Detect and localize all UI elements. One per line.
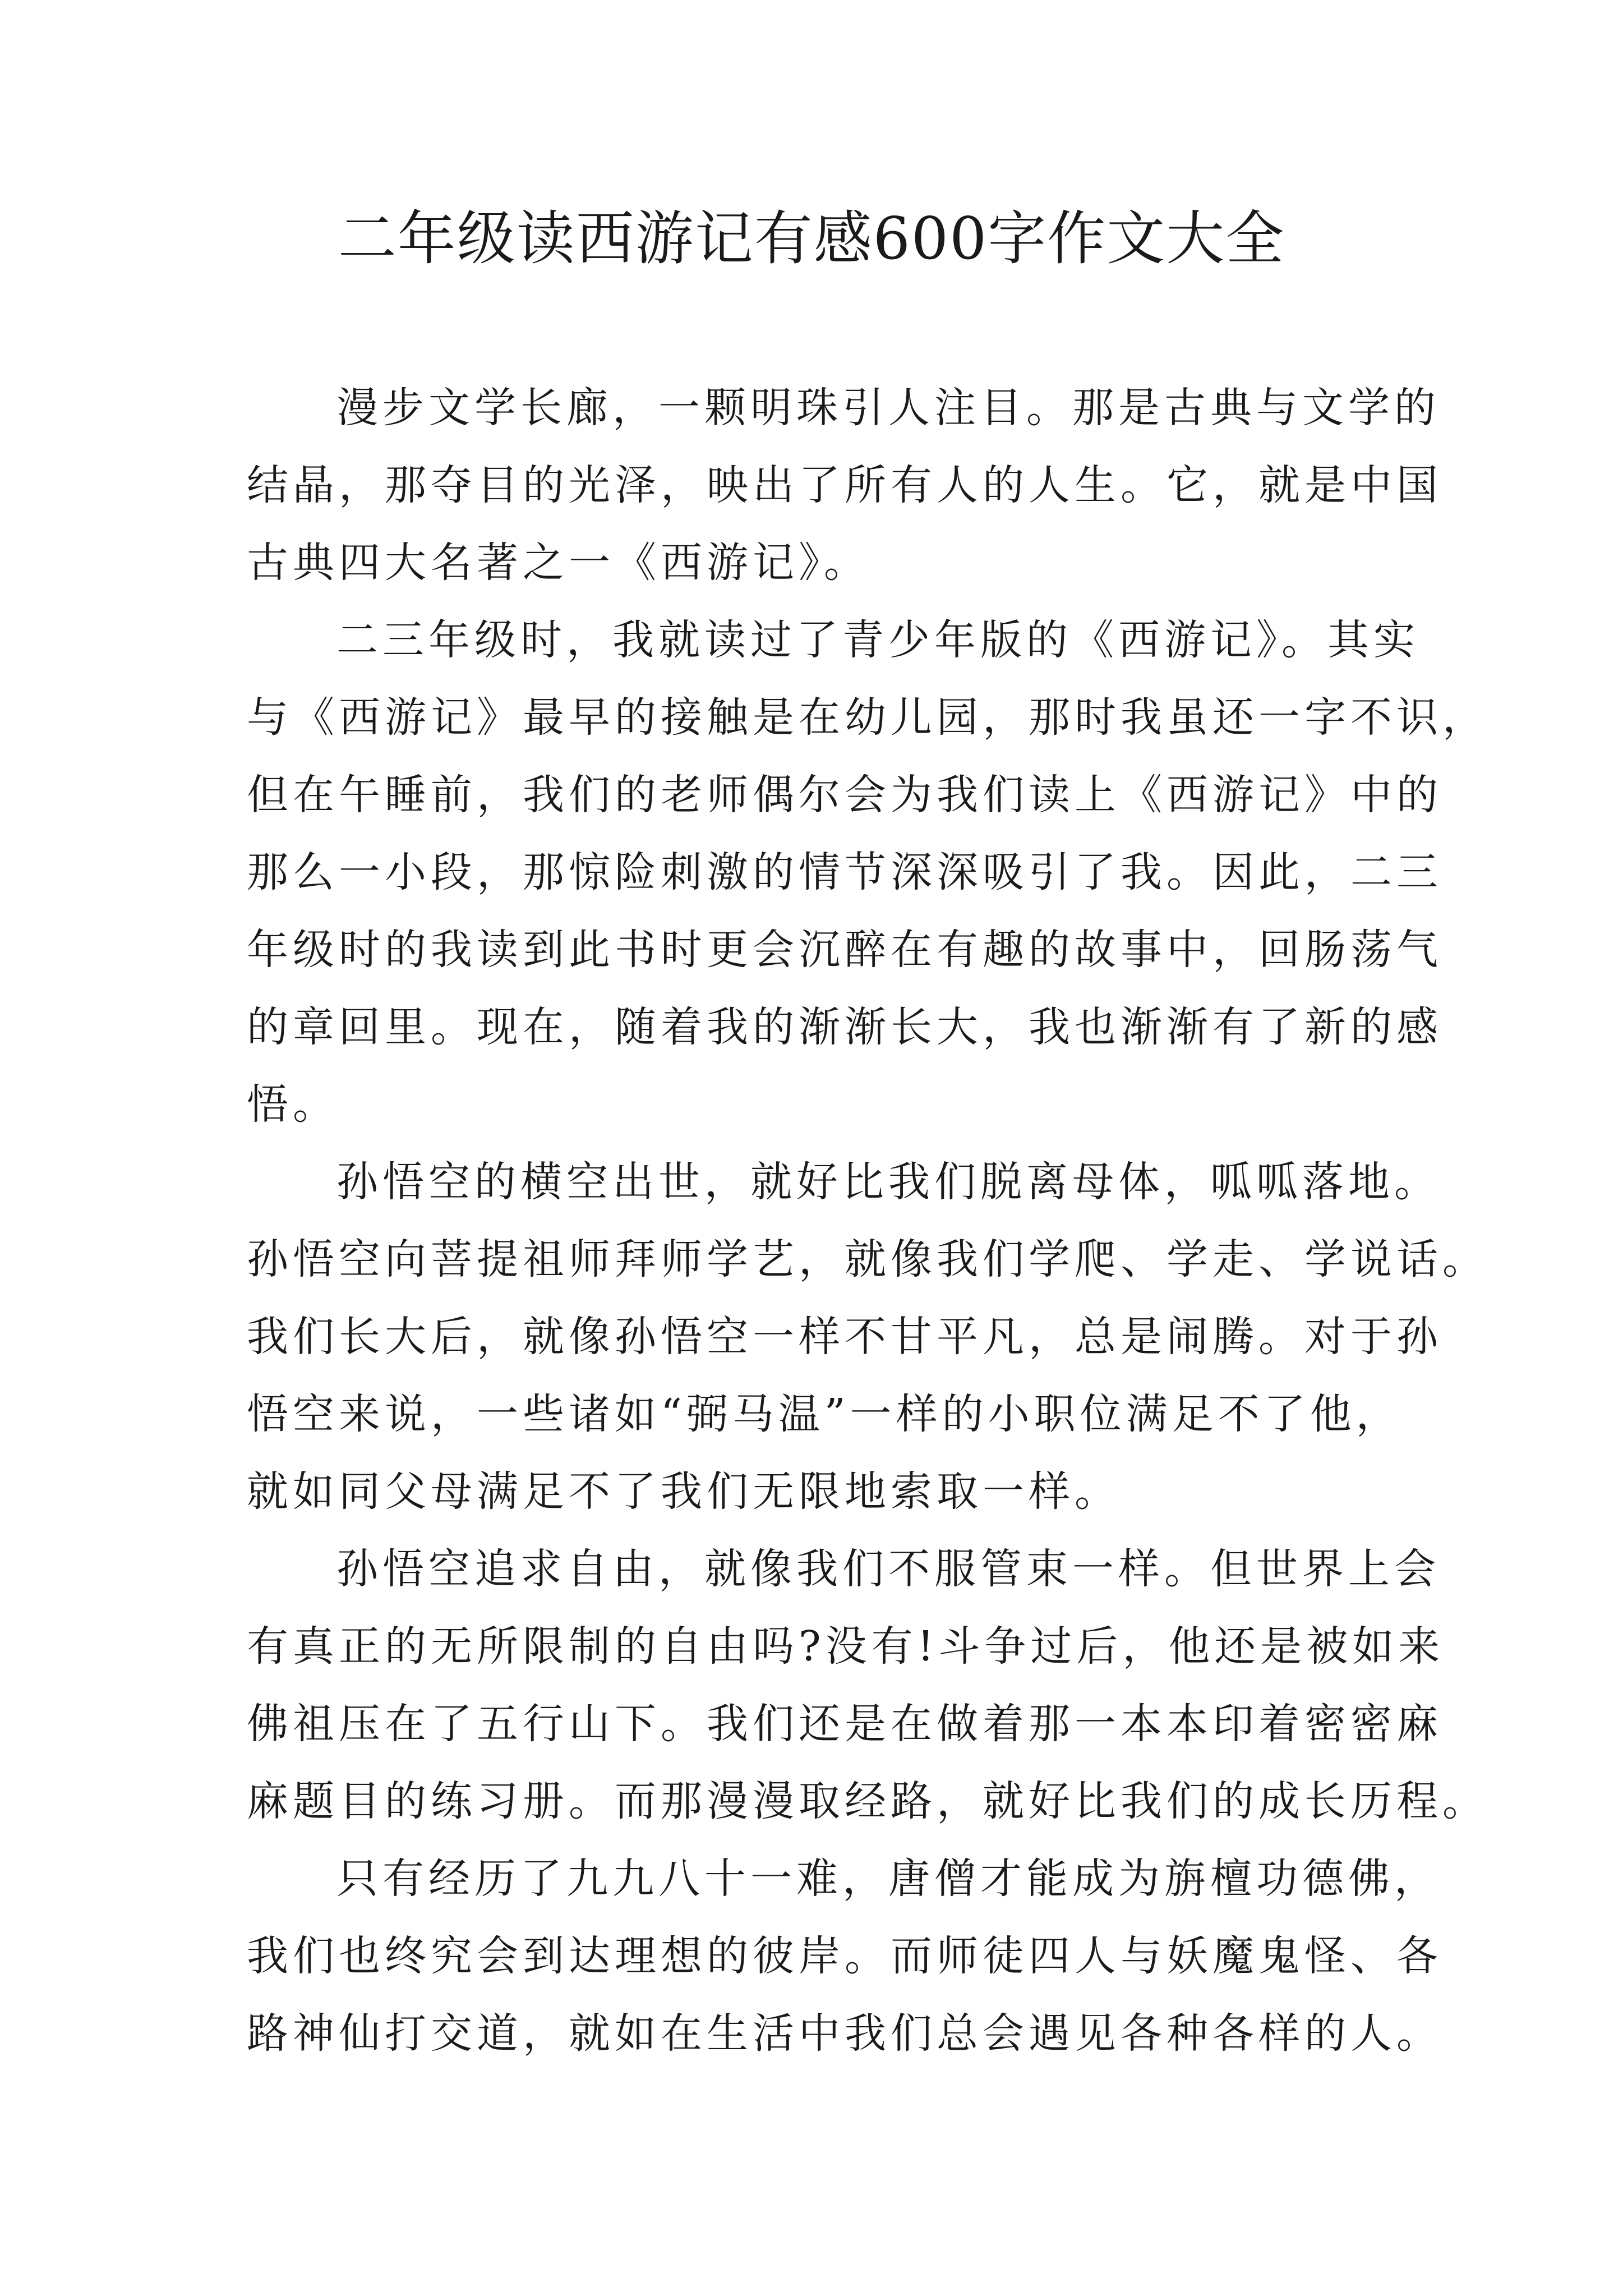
body-line: 路神仙打交道，就如在生活中我们总会遇见各种各样的人。 (247, 2009, 1442, 2058)
body-line: 孙悟空向菩提祖师拜师学艺，就像我们学爬、学走、学说话。 (247, 1235, 1488, 1283)
body-line: 结晶，那夺目的光泽，映出了所有人的人生。它，就是中国 (247, 461, 1442, 509)
body-line: 孙悟空追求自由，就像我们不服管束一样。但世界上会 (336, 1545, 1440, 1593)
body-line: 那么一小段，那惊险刺激的情节深深吸引了我。因此，二三 (247, 848, 1442, 896)
body-line: 只有经历了九九八十一难，唐僧才能成为旃檀功德佛， (336, 1855, 1440, 1903)
body-line: 麻题目的练习册。而那漫漫取经路，就好比我们的成长历程。 (247, 1777, 1488, 1825)
body-line: 佛祖压在了五行山下。我们还是在做着那一本本印着密密麻 (247, 1700, 1442, 1748)
body-line: 二三年级时，我就读过了青少年版的《西游记》。其实 (336, 616, 1419, 664)
body-line: 年级时的我读到此书时更会沉醉在有趣的故事中，回肠荡气 (247, 926, 1442, 974)
body-line: 悟空来说，一些诸如“弼马温”一样的小职位满足不了他， (247, 1390, 1402, 1438)
body-line: 我们长大后，就像孙悟空一样不甘平凡，总是闹腾。对于孙 (247, 1313, 1442, 1361)
body-line: 有真正的无所限制的自由吗?没有!斗争过后，他还是被如来 (247, 1622, 1445, 1671)
body-line: 漫步文学长廊，一颗明珠引人注目。那是古典与文学的 (336, 384, 1440, 432)
body-line: 但在午睡前，我们的老师偶尔会为我们读上《西游记》中的 (247, 771, 1442, 819)
body-line: 孙悟空的横空出世，就好比我们脱离母体，呱呱落地。 (336, 1158, 1440, 1206)
body-line: 的章回里。现在，随着我的渐渐长大，我也渐渐有了新的感 (247, 1003, 1442, 1051)
body-line: 古典四大名著之一《西游记》。 (247, 539, 870, 587)
body-line: 与《西游记》最早的接触是在幼儿园，那时我虽还一字不识， (247, 693, 1488, 742)
document-body (247, 369, 1488, 2072)
body-line: 就如同父母满足不了我们无限地索取一样。 (247, 1467, 1121, 1516)
document-title: 二年级读西游记有感600字作文大全 (338, 204, 1285, 273)
body-line: 悟。 (247, 1080, 339, 1129)
body-line: 我们也终究会到达理想的彼岸。而师徒四人与妖魔鬼怪、各 (247, 1932, 1442, 1980)
